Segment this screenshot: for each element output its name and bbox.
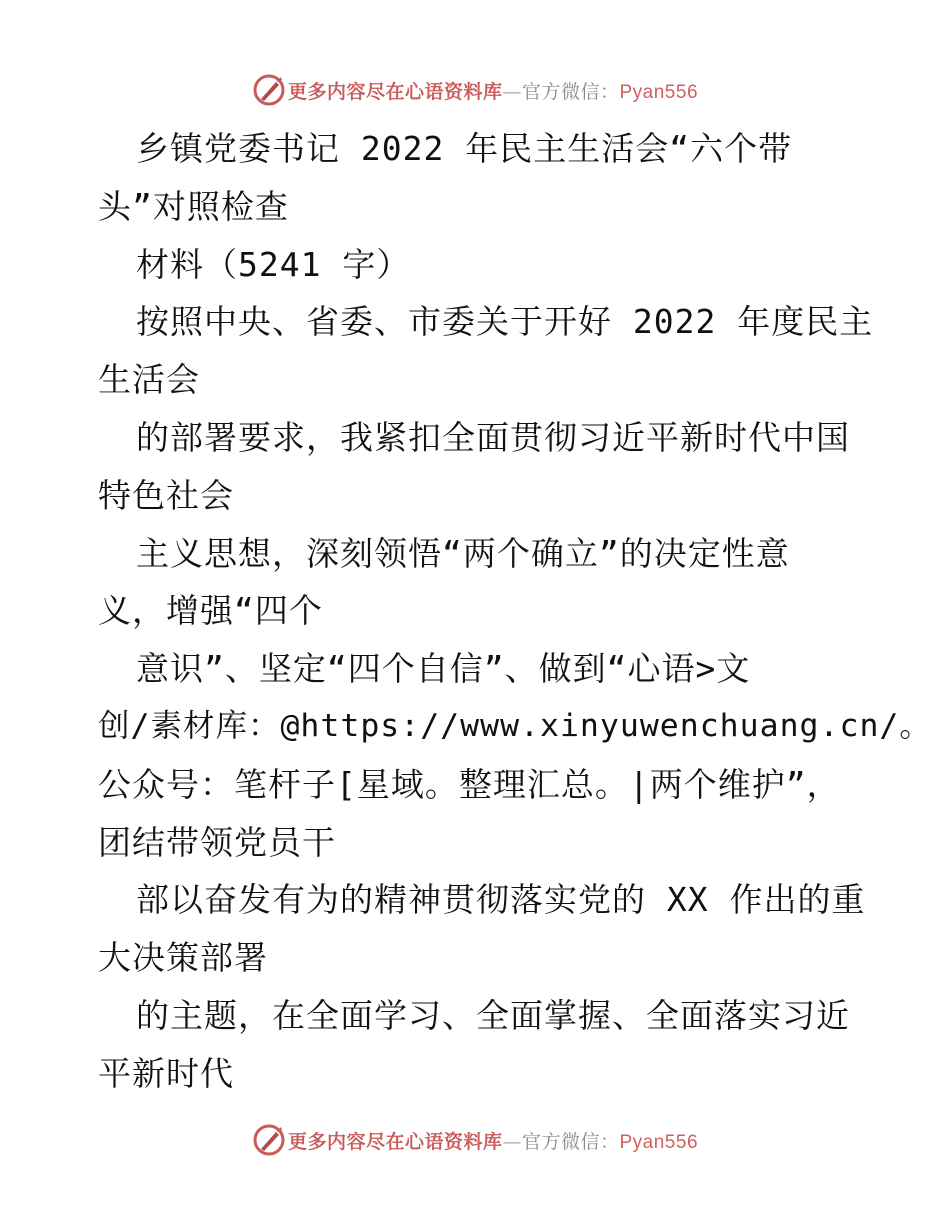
text-line: 意识”、坚定“四个自信”、做到“心语>文 bbox=[136, 649, 751, 689]
header-watermark-banner bbox=[0, 70, 950, 110]
text-line: 义，增强“四个 bbox=[98, 591, 323, 631]
text-line: 的主题，在全面学习、全面掌握、全面落实习近 bbox=[136, 995, 850, 1035]
text-line: 乡镇党委书记 2022 年民主生活会“六个带 bbox=[136, 129, 793, 168]
quill-logo-icon bbox=[252, 73, 286, 107]
text-line: 头”对照检查 bbox=[98, 186, 289, 226]
text-line: 团结带领党员干 bbox=[98, 822, 336, 862]
watermark-text: 更多内容尽在心语资料库—官方微信：Pyan556 bbox=[287, 1130, 699, 1153]
text-line: 创/素材库：@https://www.xinyuwenchuang.cn/。 bbox=[98, 707, 932, 744]
text-line: 特色社会 bbox=[98, 475, 234, 515]
text-line: 按照中央、省委、市委关于开好 2022 年度民主 bbox=[136, 302, 874, 342]
quill-logo-icon bbox=[252, 1123, 286, 1157]
text-line: 主义思想，深刻领悟“两个确立”的决定性意 bbox=[136, 533, 790, 573]
document-body bbox=[98, 120, 932, 1103]
watermark-text: 更多内容尽在心语资料库—官方微信：Pyan556 bbox=[287, 80, 699, 103]
text-line: 大决策部署 bbox=[98, 938, 268, 978]
text-line: 材料（5241 字） bbox=[136, 244, 411, 284]
text-line: 的部署要求，我紧扣全面贯彻习近平新时代中国 bbox=[136, 417, 850, 457]
text-line: 生活会 bbox=[98, 360, 200, 400]
text-line: 公众号：笔杆子[星域。整理汇总。|两个维护”， bbox=[98, 764, 841, 804]
text-line: 部以奋发有为的精神贯彻落实党的 XX 作出的重 bbox=[136, 880, 866, 920]
footer-watermark-banner bbox=[0, 1120, 950, 1160]
text-line: 平新时代 bbox=[98, 1053, 234, 1093]
